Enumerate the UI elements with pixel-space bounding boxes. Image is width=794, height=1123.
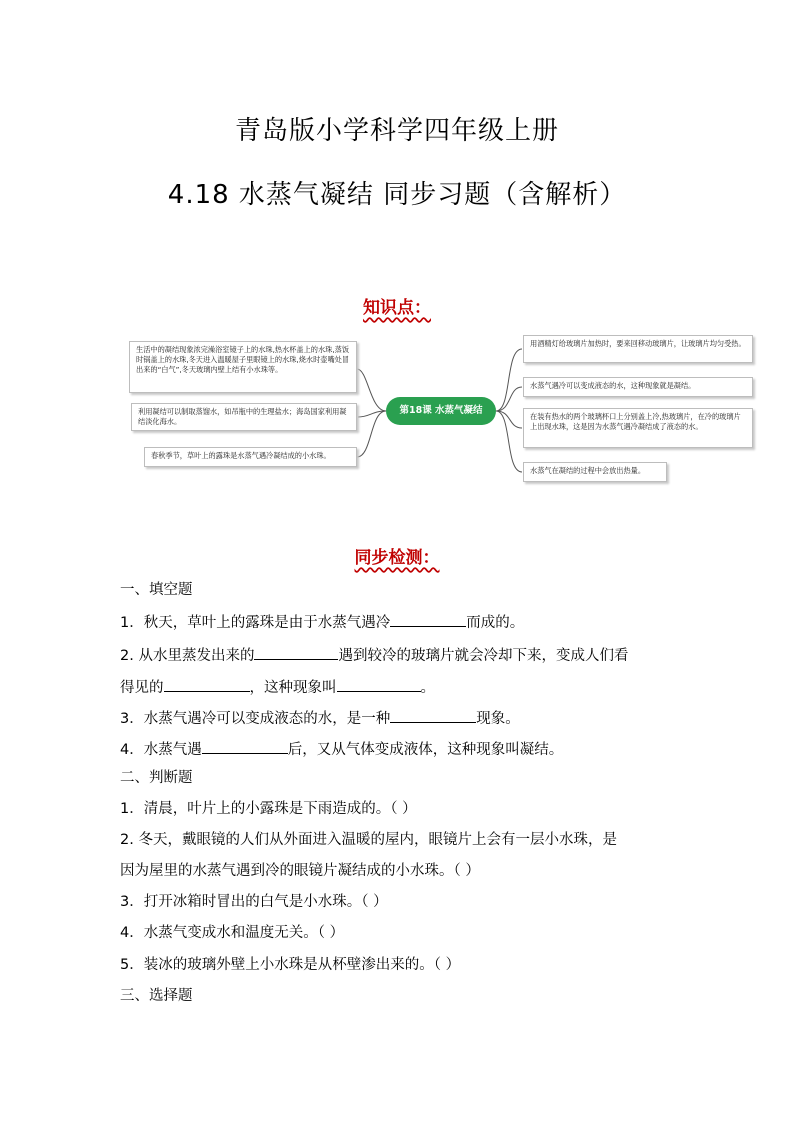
question-text: 现象。: [476, 711, 520, 727]
question-judge-2: 2. 冬天，戴眼镜的人们从外面进入温暖的屋内，眼镜片上会有一层小水珠，是: [120, 832, 617, 848]
question-text: 4．水蒸气遇: [120, 742, 202, 758]
practice-heading: 同步检测：: [354, 548, 440, 568]
question-fill-2: [120, 643, 720, 666]
mind-map-node-life-examples: 生活中的凝结现象浓完澡浴室镜子上的水珠,热水杯盖上的水珠,蒸饭时锅盖上的水珠,冬天进入温暖屋子里眼镜上的水珠,烧水时壶嘴处冒出来的“白气”,冬天玻璃内壁上结有小水珠等。: [129, 341, 357, 393]
mind-map-node-dew: 春秋季节，草叶上的露珠是水蒸气遇冷凝结成的小水珠。: [144, 447, 357, 467]
question-text: 2. 从水里蒸发出来的: [120, 648, 255, 664]
question-judge-2-cont: 因为屋里的水蒸气遇到冷的眼镜片凝结成的小水珠。（ ）: [120, 863, 480, 879]
question-text: 得见的: [120, 680, 164, 696]
question-judge-4: 4．水蒸气变成水和温度无关。（ ）: [120, 925, 345, 941]
answer-blank[interactable]: [390, 706, 476, 723]
answer-blank[interactable]: [337, 675, 421, 692]
answer-blank[interactable]: [390, 610, 466, 627]
question-judge-3: 3．打开冰箱时冒出的白气是小水珠。（ ）: [120, 894, 388, 910]
document-subtitle: 4.18 水蒸气凝结 同步习题（含解析）: [167, 180, 627, 210]
answer-blank[interactable]: [202, 737, 288, 754]
section-true-false: 二、判断题: [120, 770, 193, 786]
mind-map-node-heating-glass: 用酒精灯给玻璃片加热时，要来回移动玻璃片，让玻璃片均匀受热。: [523, 335, 753, 363]
document-title: 青岛版小学科学四年级上册: [234, 116, 559, 146]
question-text: 后，又从气体变成液体，这种现象叫凝结。: [287, 742, 564, 758]
question-text: 遇到较冷的玻璃片就会冷却下来，变成人们看: [338, 648, 629, 664]
mind-map-node-definition: 水蒸气遇冷可以变成液态的水，这种现象就是凝结。: [523, 377, 753, 397]
question-text: 3．水蒸气遇冷可以变成液态的水，是一种: [120, 711, 391, 727]
mind-map-node-distilled-water: 利用凝结可以制取蒸馏水，如吊瓶中的生理盐水；海岛国家利用凝结淡化海水。: [131, 403, 357, 431]
knowledge-heading: 知识点：: [363, 298, 431, 318]
mind-map-node-experiment: 在装有热水的两个玻璃杯口上分别盖上冷,热玻璃片，在冷的玻璃片上出现水珠，这是因为水蒸气遇冷凝结成了液态的水。: [523, 408, 753, 448]
mind-map-center-topic: 第18课 水蒸气凝结: [386, 397, 496, 425]
question-fill-3: [120, 706, 720, 729]
mind-map-node-heat-release: 水蒸气在凝结的过程中会放出热量。: [523, 462, 667, 482]
question-text: 而成的。: [466, 615, 525, 631]
question-fill-2-cont: [120, 675, 720, 698]
question-fill-1: [120, 610, 720, 633]
answer-blank[interactable]: [164, 675, 250, 692]
question-judge-1: 1．清晨，叶片上的小露珠是下雨造成的。（ ）: [120, 801, 417, 817]
section-multiple-choice: 三、选择题: [120, 988, 193, 1004]
section-fill-blank: 一、填空题: [120, 582, 193, 598]
question-text: 。: [420, 680, 435, 696]
question-fill-4: [120, 737, 720, 760]
question-judge-5: 5．装冰的玻璃外壁上小水珠是从杯壁渗出来的。（ ）: [120, 957, 461, 973]
answer-blank[interactable]: [254, 643, 338, 660]
question-text: 1．秋天，草叶上的露珠是由于水蒸气遇冷: [120, 615, 391, 631]
question-text: ，这种现象叫: [249, 680, 337, 696]
